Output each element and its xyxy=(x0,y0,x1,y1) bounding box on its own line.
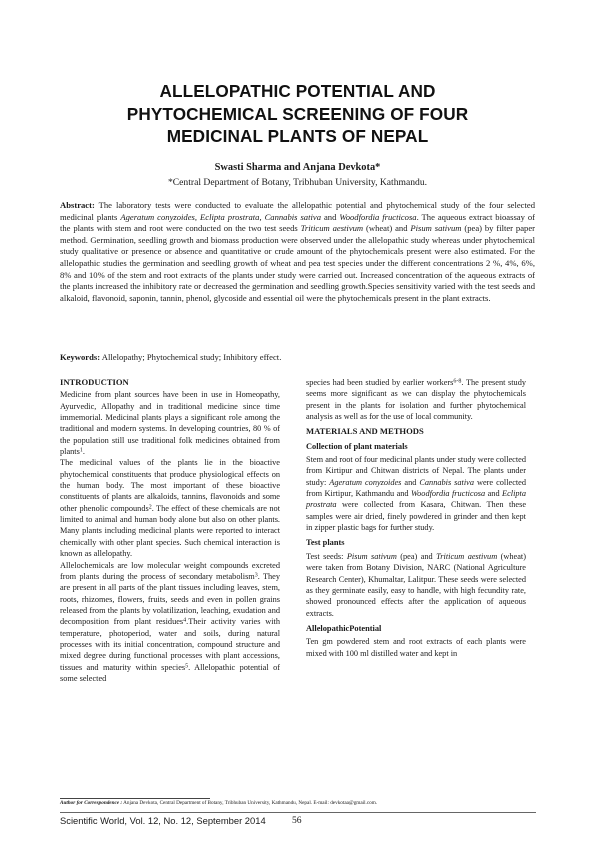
correspondence-footnote xyxy=(60,800,540,807)
species-name: Eclipta prostrata xyxy=(306,489,526,510)
text: .Their activity varies with temperature, photoperiod, water and soils, during natural processes with its initial concentration, compound structure and mixed degree during functional processes with plant accessions, tissues and maturity within species xyxy=(60,617,280,672)
abstract-text: , xyxy=(194,211,200,222)
text: species had been studied by earlier workers xyxy=(306,378,454,387)
intro-paragraph-1 xyxy=(60,389,280,457)
intro-paragraph-2 xyxy=(60,457,280,559)
text: . They are present in all parts of the plant tissues including leaves, stem, roots, rhizomes, flowers, fruits, seeds and even in pollen grains released from the plants by volatilization, leaching, exudation and decomposition from plant residues xyxy=(60,571,281,627)
text: (wheat) were taken from Botany Division, NARC (National Agriculture Research Center), Khumaltar, Lalitpur. These seeds were selected as they germinate easily, easy to handle, with high fecundity rate, showed pronounced effects after the application of aqueous extracts. xyxy=(306,551,526,618)
species-name: Eclipta prostrata xyxy=(200,211,260,222)
citation-ref: 6-8 xyxy=(453,378,462,385)
test-plants-paragraph xyxy=(306,551,526,619)
journal-footer: Scientific World, Vol. 12, No. 12, September 2014 xyxy=(60,815,266,826)
citation-ref: 1 xyxy=(79,447,83,454)
footnote-label: Author for Correspondence : xyxy=(60,800,123,806)
page-number: 56 xyxy=(292,815,302,826)
title-line-2: PHYTOCHEMICAL SCREENING OF FOUR xyxy=(126,103,469,124)
species-name: Pisum sativum xyxy=(346,551,397,561)
abstract-text: . The aqueous extract bioassay of the plants with stem and root were conducted on the two test seeds xyxy=(60,211,536,234)
text: were collected from Kirtipur, Kathmandu and xyxy=(306,477,527,499)
footnote-text: Anjana Devkota, Central Department of Botany, Tribhuban University, Kathmandu, Nepal. E-mail: devkotaa@gmail.com. xyxy=(122,800,378,806)
species-name: Ageratum conyzoides xyxy=(329,477,402,487)
abstract-text: (pea) by filter paper method. Germination, seedling growth and biomass production were observed under the allelopathic study whereas under phytochemical study qualitative or presence or absence and quantitative or crude amount of the phytochemicals present were also estimated. For the allelopathic studies the germination and seedling growth of wheat and pea test species under the different concentrations 2 %, 4%, 6%, 8% and 10% of the stem and root extracts of the plants under study were carried out. Increased concentration of the aqueous extracts of the plants increased the inhibitory rate or decreased the germination and seedling growth.Species sensitivity varied with the test seeds and alkaloid, flavonoid, saponin, tannin, phenol, glycoside and essential oil were the phytochemicals present in the plant extracts. xyxy=(60,223,535,303)
abstract-text: , xyxy=(259,211,265,222)
text: . Allelopathic potential of some selected xyxy=(60,662,280,683)
keywords xyxy=(60,352,535,364)
text: . xyxy=(82,447,85,457)
species-name: Woodfordia fructicosa xyxy=(411,489,486,499)
text: . The present study seems more significant as we can display the phytochemicals present in the plants for isolation and further phytochemical analysis as well as for the use of local community. xyxy=(306,378,526,422)
text: Stem and root of four medicinal plants under study were collected from Kirtipur and Chitwan districts of Nepal. The plants under study: xyxy=(306,455,526,487)
intro-paragraph-continued xyxy=(306,377,526,422)
section-heading-methods: MATERIALS AND METHODS xyxy=(306,426,424,437)
title-line-1: ALLELOPATHIC POTENTIAL AND xyxy=(159,81,436,101)
affiliation: *Central Department of Botany, Tribhuban University, Kathmandu. xyxy=(167,177,428,188)
text: . The effect of these chemicals are not limited to animal and human body alone but also on other plants. Many plants including medicinal plants were reported to interact chemically with other plant species. Such chemical interaction is known as allelopathy. xyxy=(60,503,280,559)
text: were collected from Kasara, Chitwan. Then these samples were air dried, finely powdered in grinder and then kept in zipper plastic bags for further study. xyxy=(306,500,526,533)
title-line-3: MEDICINAL PLANTS OF NEPAL xyxy=(166,126,429,146)
collection-paragraph xyxy=(306,454,526,533)
keywords-text: Allelopathy; Phytochemical study; Inhibitory effect. xyxy=(100,352,282,362)
species-name: Triticum aestivum xyxy=(436,551,498,561)
author-list: Swasti Sharma and Anjana Devkota* xyxy=(214,162,381,173)
text: Allelochemicals are low molecular weight compounds excreted from plants during the process of secondary metabolism xyxy=(60,560,280,581)
citation-ref: 4 xyxy=(183,617,187,624)
footer-divider xyxy=(60,812,536,813)
footnote-divider xyxy=(60,798,210,799)
subheading-test-plants: Test plants xyxy=(306,538,345,548)
abstract-text: The laboratory tests were conducted to evaluate the allelopathic potential and phytochemical study of the four selected medicinal plants xyxy=(60,200,535,222)
species-name: Pisum sativum xyxy=(410,223,462,234)
species-name: Cannabis sativa xyxy=(419,477,474,487)
subheading-allelopathic-potential: AllelopathicPotential xyxy=(306,623,382,633)
text: Test seeds: xyxy=(306,551,347,561)
text: and xyxy=(401,477,420,487)
intro-paragraph-3 xyxy=(60,560,280,685)
species-name: Triticum aestivum xyxy=(300,223,364,234)
text: Medicine from plant sources have been in use in Homeopathy, Ayurvedic, Allopathy and in traditional medicine since time immemorial. Medicinal plants plays a significant role among the traditional and modern systems. In developing countries, 80 % of the population still use traditional folk medicines obtained from plants xyxy=(60,390,280,457)
abstract-text: and xyxy=(321,211,340,222)
citation-ref: 3 xyxy=(254,572,258,579)
keywords-label: Keywords: xyxy=(60,352,101,362)
citation-ref: 5 xyxy=(185,663,189,670)
section-heading-introduction: INTRODUCTION xyxy=(60,377,129,387)
subheading-collection: Collection of plant materials xyxy=(306,441,408,451)
text: and xyxy=(485,489,503,499)
text: The medicinal values of the plants lie in the bioactive phytochemical constituents that produce physiological effects on the human body. The most important of these bioactive constituents of plants are alkaloids, tannins, flavonoids and some other phenolic compounds xyxy=(60,458,280,513)
species-name: Ageratum conyzoides xyxy=(120,211,195,222)
citation-ref: 2 xyxy=(148,504,152,511)
paper-title xyxy=(60,80,535,148)
abstract-text: (wheat) and xyxy=(363,223,411,234)
species-name: Cannabis sativa xyxy=(264,211,321,222)
abstract-label: Abstract: xyxy=(60,200,95,210)
left-column xyxy=(60,377,280,684)
right-column xyxy=(306,377,526,659)
text: (pea) and xyxy=(396,551,437,561)
species-name: Woodfordia fructicosa xyxy=(339,211,417,222)
abstract xyxy=(60,200,535,304)
allelopathic-paragraph: Ten gm powdered stem and root extracts of each plants were mixed with 100 ml distilled water and kept in xyxy=(306,637,526,658)
